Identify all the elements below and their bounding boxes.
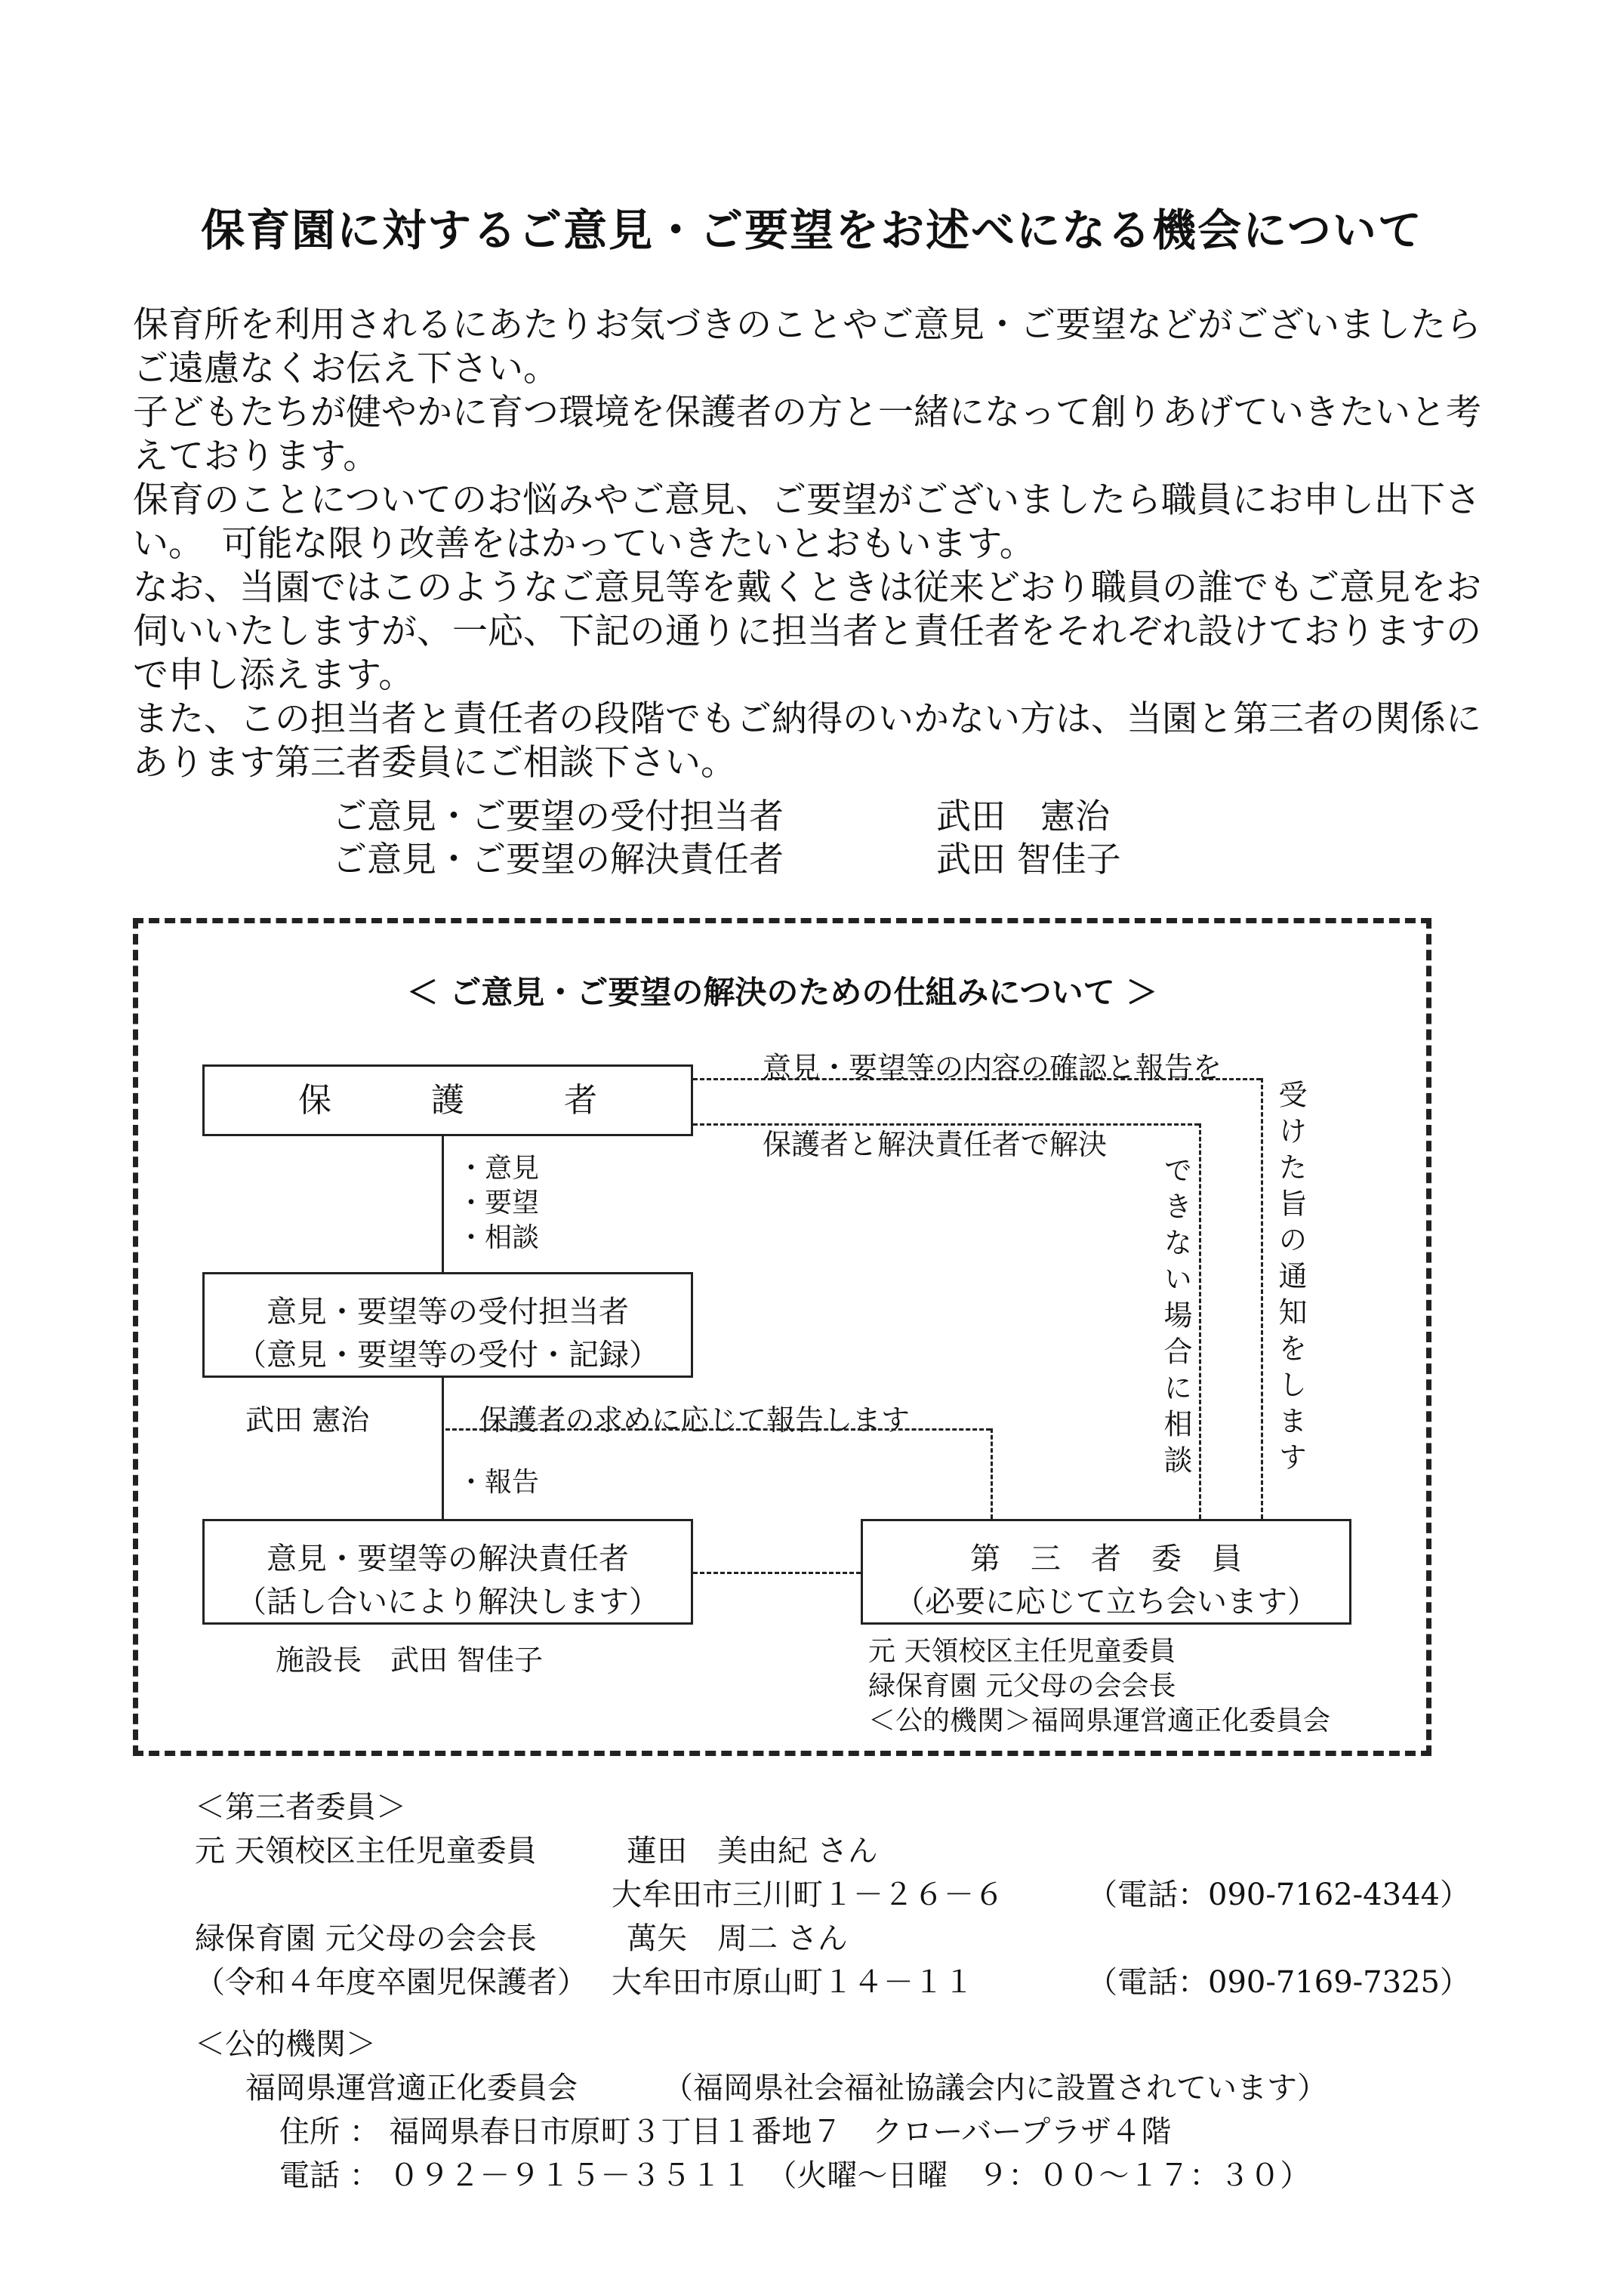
vertical-consult-text: できない場合に相談 — [1159, 1155, 1192, 1481]
intro-paragraph-4: なお、当園ではこのようなご意見等を戴くときは従来どおり職員の誰でもご意見をお伺いいたしますが、一応、下記の通りに担当者と責任者をそれぞれ設けておりますので申し添えます。 — [133, 567, 1481, 696]
dashed-report-drop — [991, 1428, 993, 1519]
third-party-member-2: 緑保育園 元父母の会会長 — [868, 1671, 1176, 1702]
third-party-box-title: 第 三 者 委 員 — [970, 1542, 1242, 1576]
member1-role: 元 天領校区主任児童委員 — [195, 1834, 537, 1868]
resolver-box-title: 意見・要望等の解決責任者 — [267, 1542, 629, 1576]
receiver-box — [202, 1272, 693, 1378]
resolution-name: 武田 智佳子 — [936, 839, 1121, 880]
third-party-heading: ＜第三者委員＞ — [195, 1790, 406, 1825]
resolve-with-text: 保護者と解決責任者で解決 — [763, 1128, 1108, 1161]
member1-phone: （電話：090-7162-4344） — [1087, 1878, 1470, 1912]
resolution-label: ご意見・ご要望の解決責任者 — [332, 839, 784, 880]
inquiry-types — [458, 1151, 539, 1255]
third-party-box-subtitle: （必要に応じて立ち会います） — [895, 1585, 1317, 1619]
dashed-consult-line — [1199, 1123, 1201, 1519]
third-party-box — [861, 1519, 1351, 1625]
public-agency-name: 福岡県運営適正化委員会 — [245, 2071, 578, 2106]
confirm-report-text: 意見・要望等の内容の確認と報告を — [763, 1051, 1222, 1084]
public-agency-phone: 電話 ： ０９２－９１５－３５１１ （火曜～日曜 ９：００～１７：３０） — [279, 2158, 1311, 2193]
receiver-box-subtitle: （意見・要望等の受付・記録） — [236, 1338, 659, 1372]
public-agency-address: 住所 ： 福岡県春日市原町３丁目１番地７ クローバープラザ４階 — [279, 2115, 1172, 2149]
guardian-label: 保 護 者 — [298, 1081, 597, 1120]
member2-note: （令和４年度卒園児保護者） — [195, 1965, 587, 2000]
dashed-notify-line — [1261, 1078, 1263, 1519]
connector-guardian-receiver — [442, 1136, 444, 1272]
inquiry-consultation: ・相談 — [458, 1222, 540, 1253]
dashed-report-line — [445, 1428, 991, 1431]
receiver-box-title: 意見・要望等の受付担当者 — [267, 1295, 629, 1329]
public-agency-heading: ＜公的機関＞ — [195, 2027, 376, 2062]
intro-text — [133, 303, 1515, 785]
third-party-members — [868, 1634, 1330, 1739]
intro-paragraph-2: 子どもたちが健やかに育つ環境を保護者の方と一緒になって創りあげていきたいと考えております。 — [133, 392, 1481, 477]
guardian-box — [202, 1064, 693, 1136]
connector-receiver-resolver — [442, 1378, 444, 1529]
intro-paragraph-1: 保育所を利用されるにあたりお気づきのことやご意見・ご要望などがございましたらご遠慮なくお伝え下さい。 — [133, 304, 1481, 390]
intro-paragraph-3: 保育のことについてのお悩みやご意見、ご要望がございましたら職員にお申し出下さい。 可能な限り改善をはかっていきたいとおもいます。 — [133, 479, 1481, 565]
member2-phone: （電話：090-7169-7325） — [1087, 1965, 1470, 2000]
member1-name: 蓮田 美由紀 さん — [627, 1834, 878, 1868]
member1-address: 大牟田市三川町１－２６－６ — [612, 1878, 1004, 1912]
resolver-box-subtitle: （話し合いにより解決します） — [236, 1585, 659, 1619]
intro-paragraph-5: また、この担当者と責任者の段階でもご納得のいかない方は、当園と第三者の関係にあります第三者委員にご相談下さい。 — [133, 698, 1481, 784]
resolver-name: 施設長 武田 智佳子 — [276, 1644, 544, 1677]
member2-name: 萬矢 周二 さん — [627, 1921, 848, 1956]
inquiry-request: ・要望 — [458, 1188, 540, 1218]
receiver-name: 武田 憲治 — [245, 1403, 370, 1437]
report-on-request: 保護者の求めに応じて報告します — [479, 1403, 911, 1437]
diagram-heading: ＜ ご意見・ご要望の解決のための仕組みについて ＞ — [406, 974, 1158, 1011]
public-agency-note: （福岡県社会福祉協議会内に設置されています） — [663, 2071, 1327, 2106]
reception-label: ご意見・ご要望の受付担当者 — [332, 796, 784, 836]
third-party-member-3: ＜公的機関＞福岡県運営適正化委員会 — [868, 1705, 1331, 1736]
dashed-resolver-thirdparty — [693, 1572, 861, 1574]
reception-name: 武田 憲治 — [936, 796, 1110, 836]
third-party-member-1: 元 天領校区主任児童委員 — [868, 1636, 1176, 1667]
report-item: ・報告 — [458, 1467, 540, 1498]
resolver-box — [202, 1519, 693, 1625]
vertical-notify-text: 受けた旨の通知をします — [1274, 1080, 1307, 1478]
page-title: 保育園に対するご意見・ご要望をお述べになる機会について — [201, 205, 1423, 256]
member2-address: 大牟田市原山町１４－１１ — [612, 1965, 974, 2000]
member2-role: 緑保育園 元父母の会会長 — [195, 1921, 537, 1956]
inquiry-opinion: ・意見 — [458, 1153, 540, 1184]
